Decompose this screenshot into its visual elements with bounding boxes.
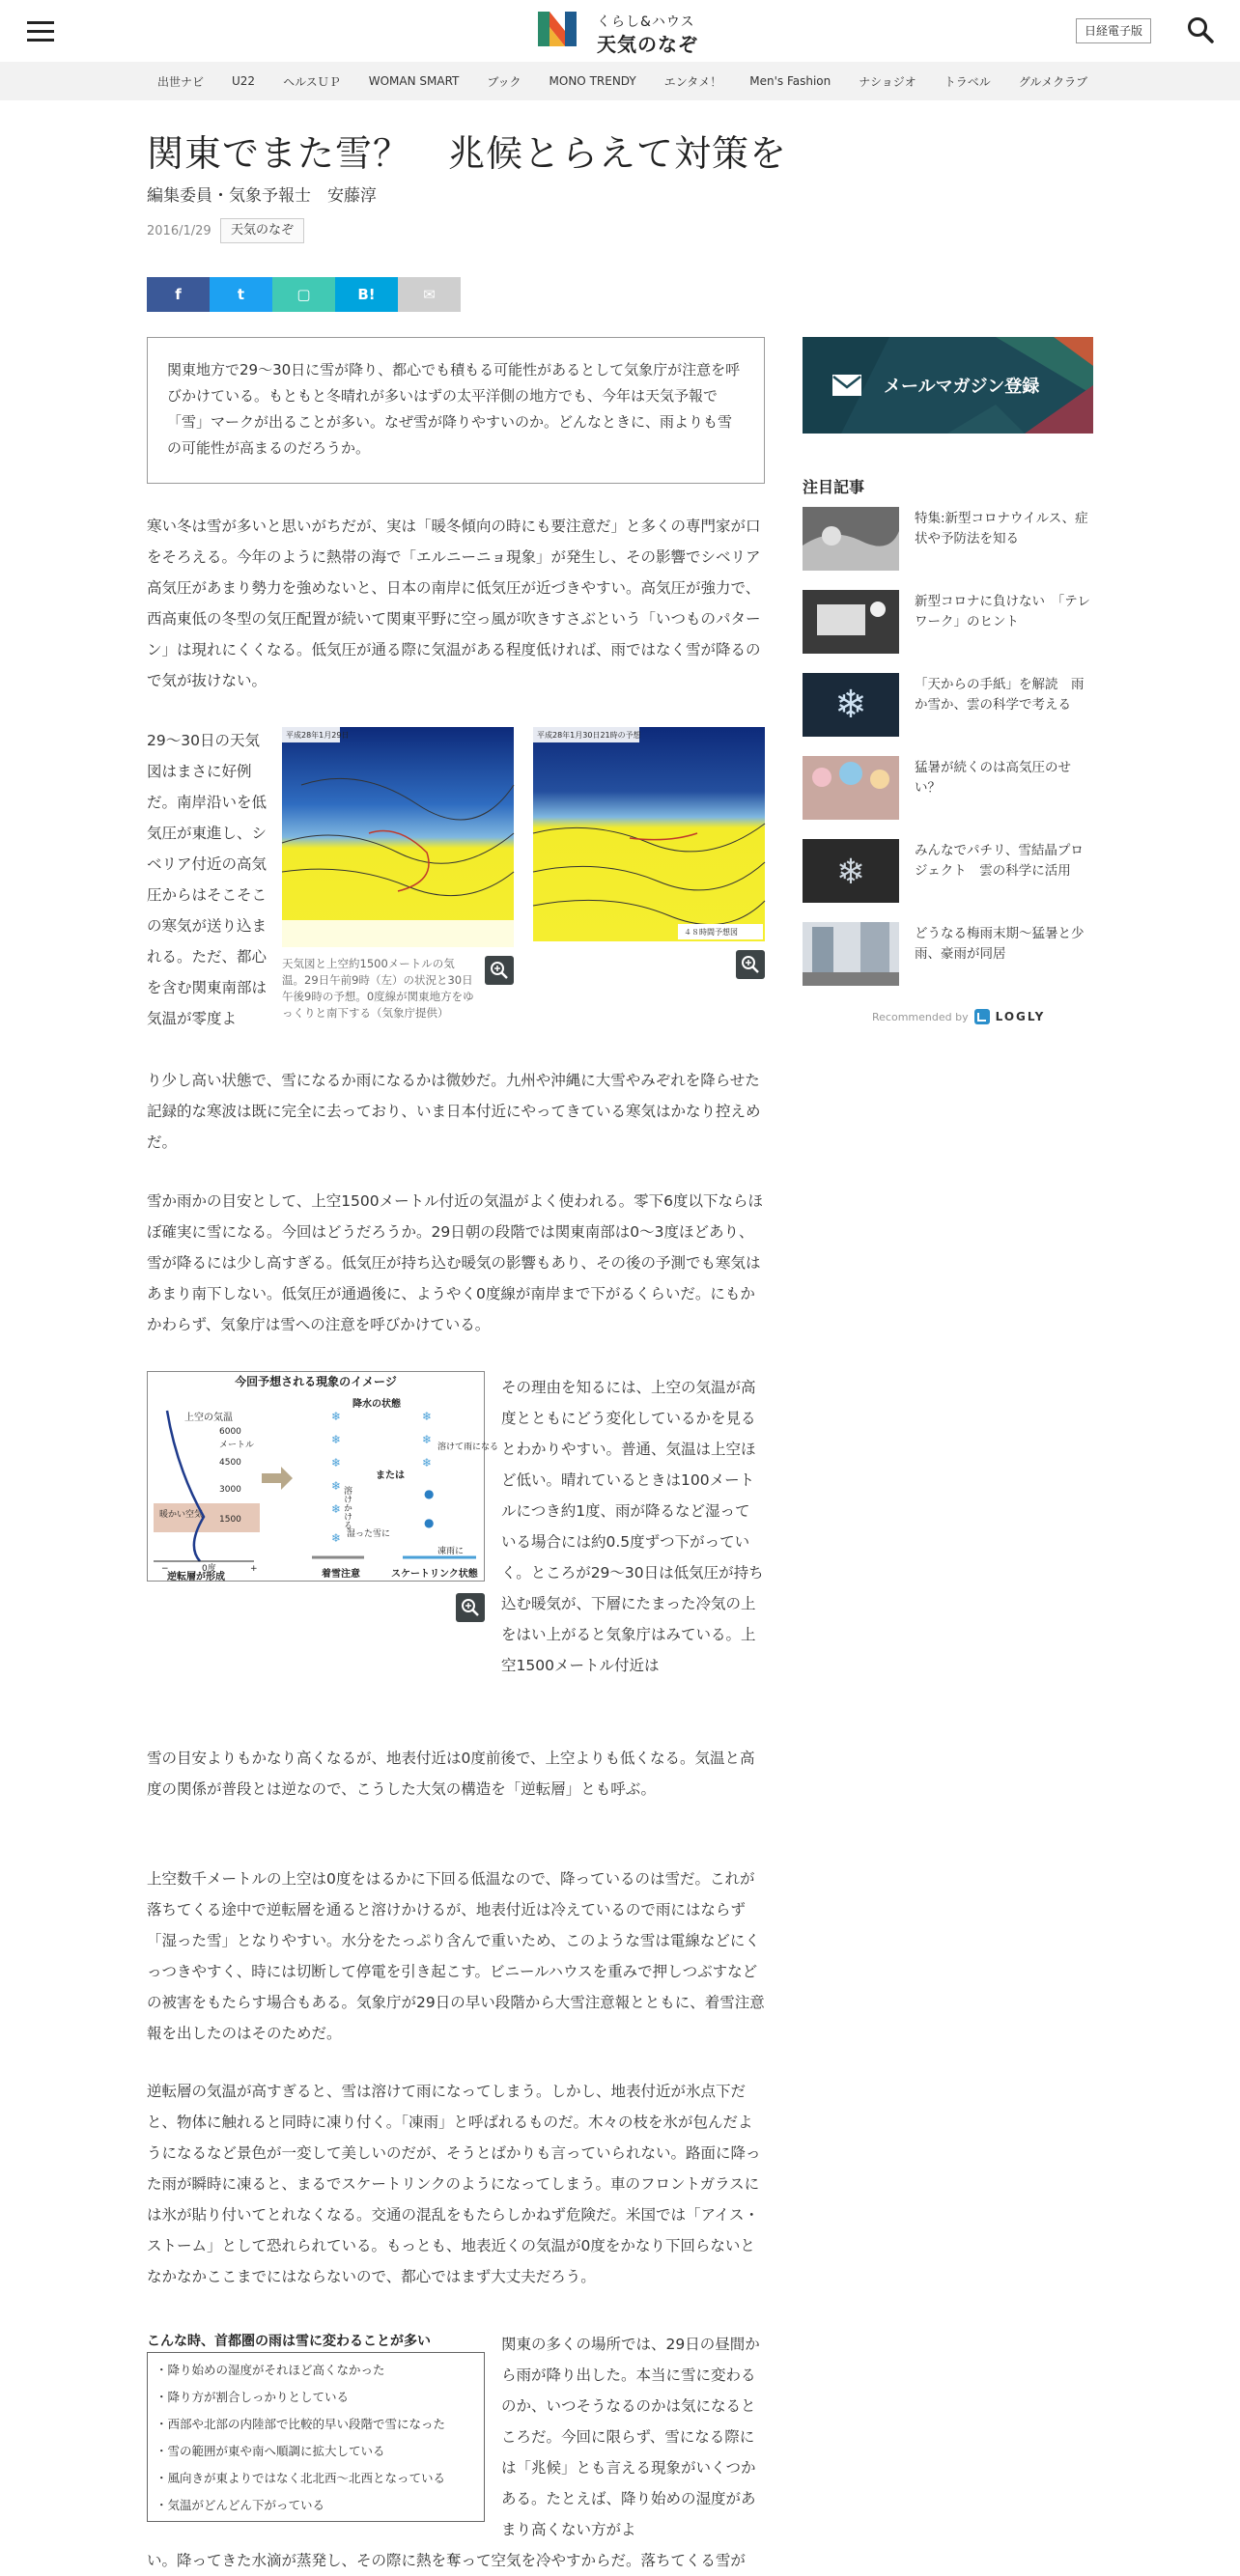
raindrop-icon: ● <box>424 1516 435 1529</box>
nav-item[interactable]: Men's Fashion <box>749 74 831 88</box>
article-thumbnail <box>803 839 899 903</box>
paragraph: り少し高い状態で、雪になるか雨になるかは微妙だ。九州や沖縄に大雪やみぞれを降らせた記録的な寒波は既に完全に去っており、いま日本付近にやってきている寒気はかなり控えめだ。 <box>147 1072 761 1151</box>
logo-mark-icon <box>536 8 578 50</box>
paragraph: 雪か雨かの目安として、上空1500メートル付近の気温がよく使われる。零下6度以下ならほぼ確実に雪になる。今回はどうだろうか。29日朝の段階では関東南部は0～3度ほどあり、雪が降るには少し高すぎる。低気圧が持ち込む暖気の影響もあり、その後の予測でも寒気はあまり南下しない。低気圧が通過後に、ようやく0度線が南岸まで下がるくらいだ。にもかかわらず、気象庁は雪への注意を呼びかけている。 <box>147 1192 764 1333</box>
nav-item[interactable]: WOMAN SMART <box>368 74 460 88</box>
diagram-melt-rain: 溶けて雨になる <box>437 1442 499 1452</box>
checklist-item: ・風向きが東よりではなく北北西～北西となっている <box>155 2471 446 2485</box>
featured-article[interactable] <box>803 756 1093 824</box>
mail-icon <box>831 374 862 397</box>
checklist-title: こんな時、首都圏の雨は雪に変わることが多い <box>147 2334 431 2349</box>
article-thumbnail <box>803 590 899 654</box>
featured-heading: 注目記事 <box>803 478 865 496</box>
category-nav <box>0 62 1240 100</box>
svg-text:❄: ❄ <box>835 853 866 892</box>
article-tag[interactable]: 天気のなぞ <box>220 218 304 243</box>
checklist <box>147 2352 485 2522</box>
diagram-freeze: 凍雨に <box>437 1547 465 1556</box>
checklist-item: ・降り始めの湿度がそれほど高くなかった <box>155 2363 385 2377</box>
paragraph: 29～30日の天気図はまさに好例だ。南岸沿いを低気圧が東進し、シベリア付近の高気圧からはそこそこの寒気が送り込まれる。ただ、都心を含む関東南部は気温が零度よ <box>147 732 268 1027</box>
article-title: 関東でまた雪？ 兆候とらえて対策を <box>147 132 788 175</box>
diagram-or: または <box>376 1470 405 1481</box>
featured-article[interactable] <box>803 839 1093 907</box>
weather-map-right <box>533 727 765 941</box>
paragraph: 関東の多くの場所では、29日の昼間から雨が降り出した。本当に雪に変わるのか、いつそうなるのかは気になるところだ。今回に限らず、雪になる際には「兆候」とも言える現象がいくつかある。たとえば、降り始めの湿度があまり高くない方がよ <box>501 2336 760 2538</box>
diagram-plus: + <box>250 1564 258 1574</box>
svg-text:❄: ❄ <box>834 683 867 727</box>
article-byline: 編集委員・気象予報士 安藤淳 <box>147 186 377 206</box>
nav-item[interactable]: トラベル <box>944 74 991 89</box>
nav-item[interactable]: ナショジオ <box>859 74 916 89</box>
hatena-share-button[interactable]: B! <box>335 277 398 312</box>
mail-share-button[interactable]: ✉ <box>398 277 461 312</box>
logly-logo-icon <box>974 1009 990 1024</box>
mail-magazine-label: メールマガジン登録 <box>884 377 1040 397</box>
map-right-badge: ４８時間予想図 <box>684 928 738 937</box>
nav-item[interactable]: MONO TRENDY <box>549 74 636 88</box>
diagram-h6000: 6000 <box>219 1427 241 1437</box>
raindrop-icon: ● <box>424 1487 435 1500</box>
zoom-icon[interactable] <box>485 956 514 985</box>
logo-subtitle: くらし&ハウス <box>597 14 695 30</box>
nikkei-digital-button[interactable]: 日経電子版 <box>1076 18 1151 43</box>
site-header <box>0 0 1240 62</box>
diagram-h3000: 3000 <box>219 1485 241 1495</box>
featured-article-title: 猛暑が続くのは高気圧のせい？ <box>915 760 1071 796</box>
diagram-minus: − <box>161 1564 169 1574</box>
logo-title: 天気のなぞ <box>597 33 698 56</box>
snowflake-icon: ❄ <box>422 1410 433 1423</box>
paragraph: 寒い冬は雪が多いと思いがちだが、実は「暖冬傾向の時にも要注意だ」と多くの専門家が口をそろえる。今年のように熱帯の海で「エルニーニョ現象」が発生し、その影響でシベリア高気圧があまり勢力を強めないと、日本の南岸に低気圧が近づきやすい。高気圧が強力で、西高東低の冬型の気圧配置が続いて関東平野に空っ風が吹きすさぶという「いつものパターン」は現れにくくなる。低気圧が通る際に気温がある程度低ければ、雨ではなく雪が降るので気が抜けない。 <box>147 518 761 689</box>
map-caption: 天気図と上空約1500メートルの気温。29日午前9時（左）の状況と30日午後9時の予想。0度線が関東地方をゆっくりと南下する（気象庁提供） <box>282 957 474 1020</box>
featured-article[interactable] <box>803 673 1093 741</box>
nav-item[interactable]: 出世ナビ <box>157 74 205 89</box>
note-share-button[interactable]: ▢ <box>272 277 335 312</box>
facebook-share-button[interactable]: f <box>147 277 210 312</box>
article-thumbnail <box>803 673 899 737</box>
snowflake-icon: ❄ <box>331 1502 342 1516</box>
checklist-item: ・降り方が割合しっかりとしている <box>155 2390 350 2404</box>
diagram-zero: 0度 <box>202 1564 216 1574</box>
paragraph: 雪の目安よりもかなり高くなるが、地表付近は0度前後で、上空よりも低くなる。気温と高度の関係が普段とは逆なので、こうした大気の構造を「逆転層」とも呼ぶ。 <box>147 1750 755 1798</box>
snowflake-icon: ❄ <box>331 1531 342 1545</box>
featured-article-title: 特集:新型コロナウイルス、症状や予防法を知る <box>915 511 1088 546</box>
featured-article[interactable] <box>803 507 1093 574</box>
snowflake-icon: ❄ <box>422 1433 433 1446</box>
share-buttons <box>147 277 461 312</box>
featured-article-title: 新型コロナに負けない 「テレワーク」のヒント <box>915 594 1090 630</box>
twitter-share-button[interactable]: t <box>210 277 272 312</box>
snowflake-icon: ❄ <box>422 1456 433 1470</box>
nav-item[interactable]: U22 <box>232 74 256 88</box>
diagram-snow-warning: 着雪注意 <box>322 1569 360 1580</box>
logly-label: LOGLY <box>995 1010 1046 1023</box>
mail-magazine-banner[interactable] <box>803 337 1093 434</box>
map-left-label: 平成28年1月29日 <box>286 731 350 740</box>
diagram-h4500: 4500 <box>219 1458 241 1468</box>
article-thumbnail <box>803 756 899 820</box>
diagram-melting: 溶けかける <box>342 1486 352 1529</box>
nav-item[interactable]: ヘルスＵＰ <box>283 74 341 89</box>
menu-icon[interactable] <box>27 21 54 41</box>
featured-article-title: どうなる梅雨末期～猛暑と少雨、豪雨が同居 <box>915 926 1085 962</box>
snowflake-icon: ❄ <box>331 1410 342 1423</box>
featured-article[interactable] <box>803 922 1093 990</box>
site-logo[interactable] <box>536 8 710 56</box>
article-thumbnail <box>803 922 899 986</box>
diagram-title: 今回予想される現象のイメージ <box>235 1375 397 1388</box>
nav-item[interactable]: エンタメ！ <box>663 74 722 89</box>
article-thumbnail <box>803 507 899 571</box>
map-right-label: 平成28年1月30日21時の予想 <box>537 731 641 740</box>
article-lead: 関東地方で29～30日に雪が降り、都心でも積もる可能性があるとして気象庁が注意を呼びかけている。もともと冬晴れが多いはずの太平洋側の地方でも、今年は天気予報で「雪」マークが出ることが多い。なぜ雪が降りやすいのか。どんなときに、雨よりも雪の可能性が高まるのだろうか。 <box>147 337 765 484</box>
search-icon[interactable] <box>1186 15 1215 44</box>
checklist-item: ・西部や北部の内陸部で比較的早い段階で雪になった <box>155 2417 446 2431</box>
paragraph: い。降ってきた水滴が蒸発し、その際に熱を奪って空気を冷やすからだ。落ちてくる雪が <box>147 2552 746 2569</box>
zoom-icon[interactable] <box>456 1593 485 1622</box>
featured-article-title: みんなでパチリ、雪結晶プロジェクト 雲の科学に活用 <box>915 843 1084 879</box>
diagram-wet-snow: 湿った雪に <box>347 1529 391 1539</box>
snowflake-icon: ❄ <box>331 1479 342 1493</box>
checklist-item: ・雪の範囲が東や南へ順調に拡大している <box>155 2444 385 2458</box>
snowflake-icon: ❄ <box>331 1456 342 1470</box>
checklist-item: ・気温がどんどん下がっている <box>155 2498 325 2512</box>
diagram-fall-state: 降水の状態 <box>352 1399 401 1410</box>
featured-article-title: 「天からの手紙」を解読 雨か雪か、雲の科学で考える <box>915 677 1085 713</box>
snowflake-icon: ❄ <box>331 1433 342 1446</box>
diagram-meters: メートル <box>219 1441 255 1450</box>
weather-map-left <box>282 727 514 947</box>
nav-item[interactable]: ブック <box>487 74 521 89</box>
diagram-warm-air: 暖かい空気 <box>159 1510 204 1520</box>
paragraph: 上空数千メートルの上空は0度をはるかに下回る低温なので、降っているのは雪だ。これが落ちてくる途中で逆転層を通ると溶けかけるが、地表付近は冷えているので雨にはならず「湿った雪」となりやすい。水分をたっぷり含んで重いため、このような雪は電線などにくっつきやすく、時には切断して停電を引き起こす。ビニールハウスを重みで押しつぶすなどの被害をもたらす場合もある。気象庁が29日の早い段階から大雪注意報とともに、着雪注意報を出したのはそのためだ。 <box>147 1870 765 2042</box>
featured-article[interactable] <box>803 590 1093 658</box>
zoom-icon[interactable] <box>736 950 765 979</box>
paragraph: 逆転層の気温が高すぎると、雪は溶けて雨になってしまう。しかし、地表付近が氷点下だと、物体に触れると同時に凍り付く。「凍雨」と呼ばれるものだ。木々の枝を氷が包んだようになるなど景色が一変して美しいのだが、そうとばかりも言っていられない。路面に降った雨が瞬時に凍ると、まるでスケートリンクのようになってしまう。車のフロントガラスには氷が貼り付いてとれなくなる。交通の混乱をもたらしかねず危険だ。米国では「アイス・ストーム」として恐れられている。もっとも、地表近くの気温が0度をかなり下回らないとなかなかここまでにはならないので、都心ではまず大丈夫だろう。 <box>147 2083 761 2285</box>
article-date: 2016/1/29 <box>147 224 211 238</box>
recommended-by-label: Recommended by <box>872 1010 969 1023</box>
diagram-upper-temp: 上空の気温 <box>184 1413 233 1423</box>
paragraph: その理由を知るには、上空の気温が高度とともにどう変化しているかを見るとわかりやすい。普通、気温は上空ほど低い。晴れているときは100メートルにつき約1度、雨が降るなど湿っている場合には約0.5度ずつ下がっていく。ところが29～30日は低気圧が持ち込む暖気が、下層にたまった冷気の上をはい上がると気象庁はみている。上空1500メートル付近は <box>501 1379 764 1674</box>
precipitation-diagram <box>147 1371 499 1582</box>
nav-item[interactable]: グルメクラブ <box>1018 74 1088 89</box>
diagram-skating: スケートリンク状態 <box>391 1569 478 1580</box>
recommended-by[interactable] <box>872 1009 1045 1024</box>
diagram-h1500: 1500 <box>219 1515 241 1525</box>
diagram-inversion: 逆転層が形成 <box>167 1572 225 1582</box>
